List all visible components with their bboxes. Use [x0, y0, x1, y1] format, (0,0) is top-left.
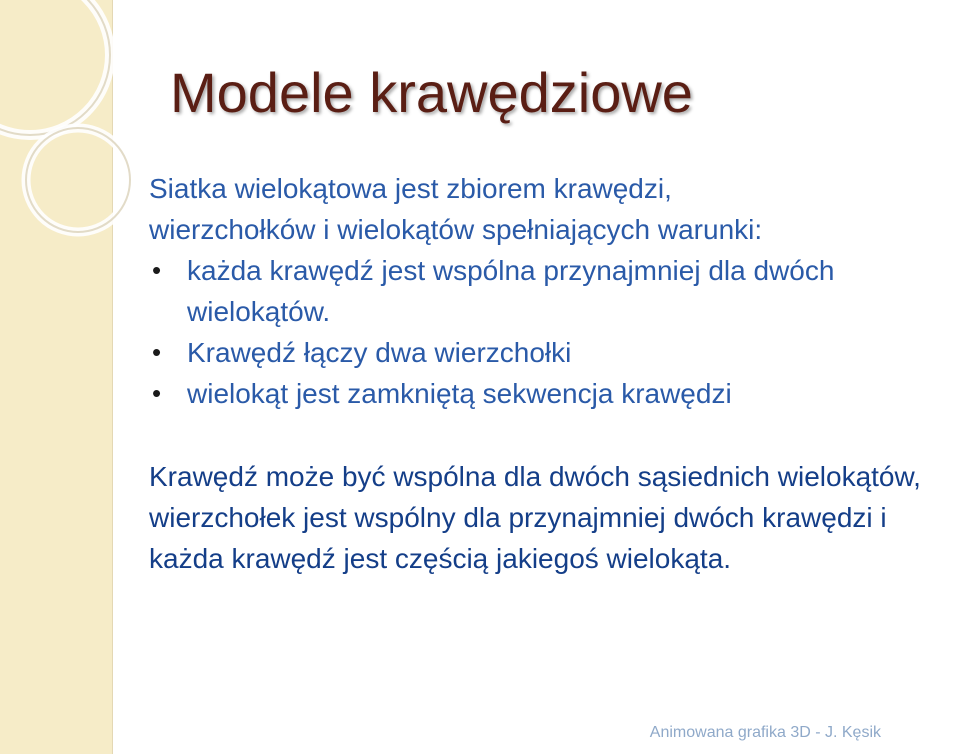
list-item: [149, 332, 954, 373]
intro-line-1: Siatka wielokątowa jest zbiorem krawędzi,: [149, 173, 672, 204]
bullet-text: wielokąt jest zamkniętą sekwencja krawędzi: [187, 378, 732, 409]
footer-text: Animowana grafika 3D - J. Kęsik: [649, 724, 881, 741]
edge-paragraph: Krawędź może być wspólna dla dwóch sąsiednich wielokątów, wierzchołek jest wspólny dla przynajmniej dwóch krawędzi i każda krawędź jest częścią jakiegoś wielokąta.: [149, 461, 921, 574]
spacer: [149, 414, 954, 456]
list-item: [149, 373, 954, 414]
slide-content: [149, 168, 954, 579]
slide-title: Modele krawędziowe: [170, 61, 693, 124]
bullet-icon: •: [152, 255, 162, 285]
bullet-icon: •: [152, 337, 162, 367]
sidebar-decoration: [0, 0, 113, 754]
bullet-icon: •: [152, 378, 162, 408]
conditions-list: [149, 250, 954, 414]
intro-line-2: wierzchołków i wielokątów spełniających warunki:: [149, 214, 763, 245]
bullet-text: każda krawędź jest wspólna przynajmniej dla dwóch wielokątów.: [187, 255, 835, 327]
bullet-text: Krawędź łączy dwa wierzchołki: [187, 337, 572, 368]
list-item: [149, 250, 954, 332]
